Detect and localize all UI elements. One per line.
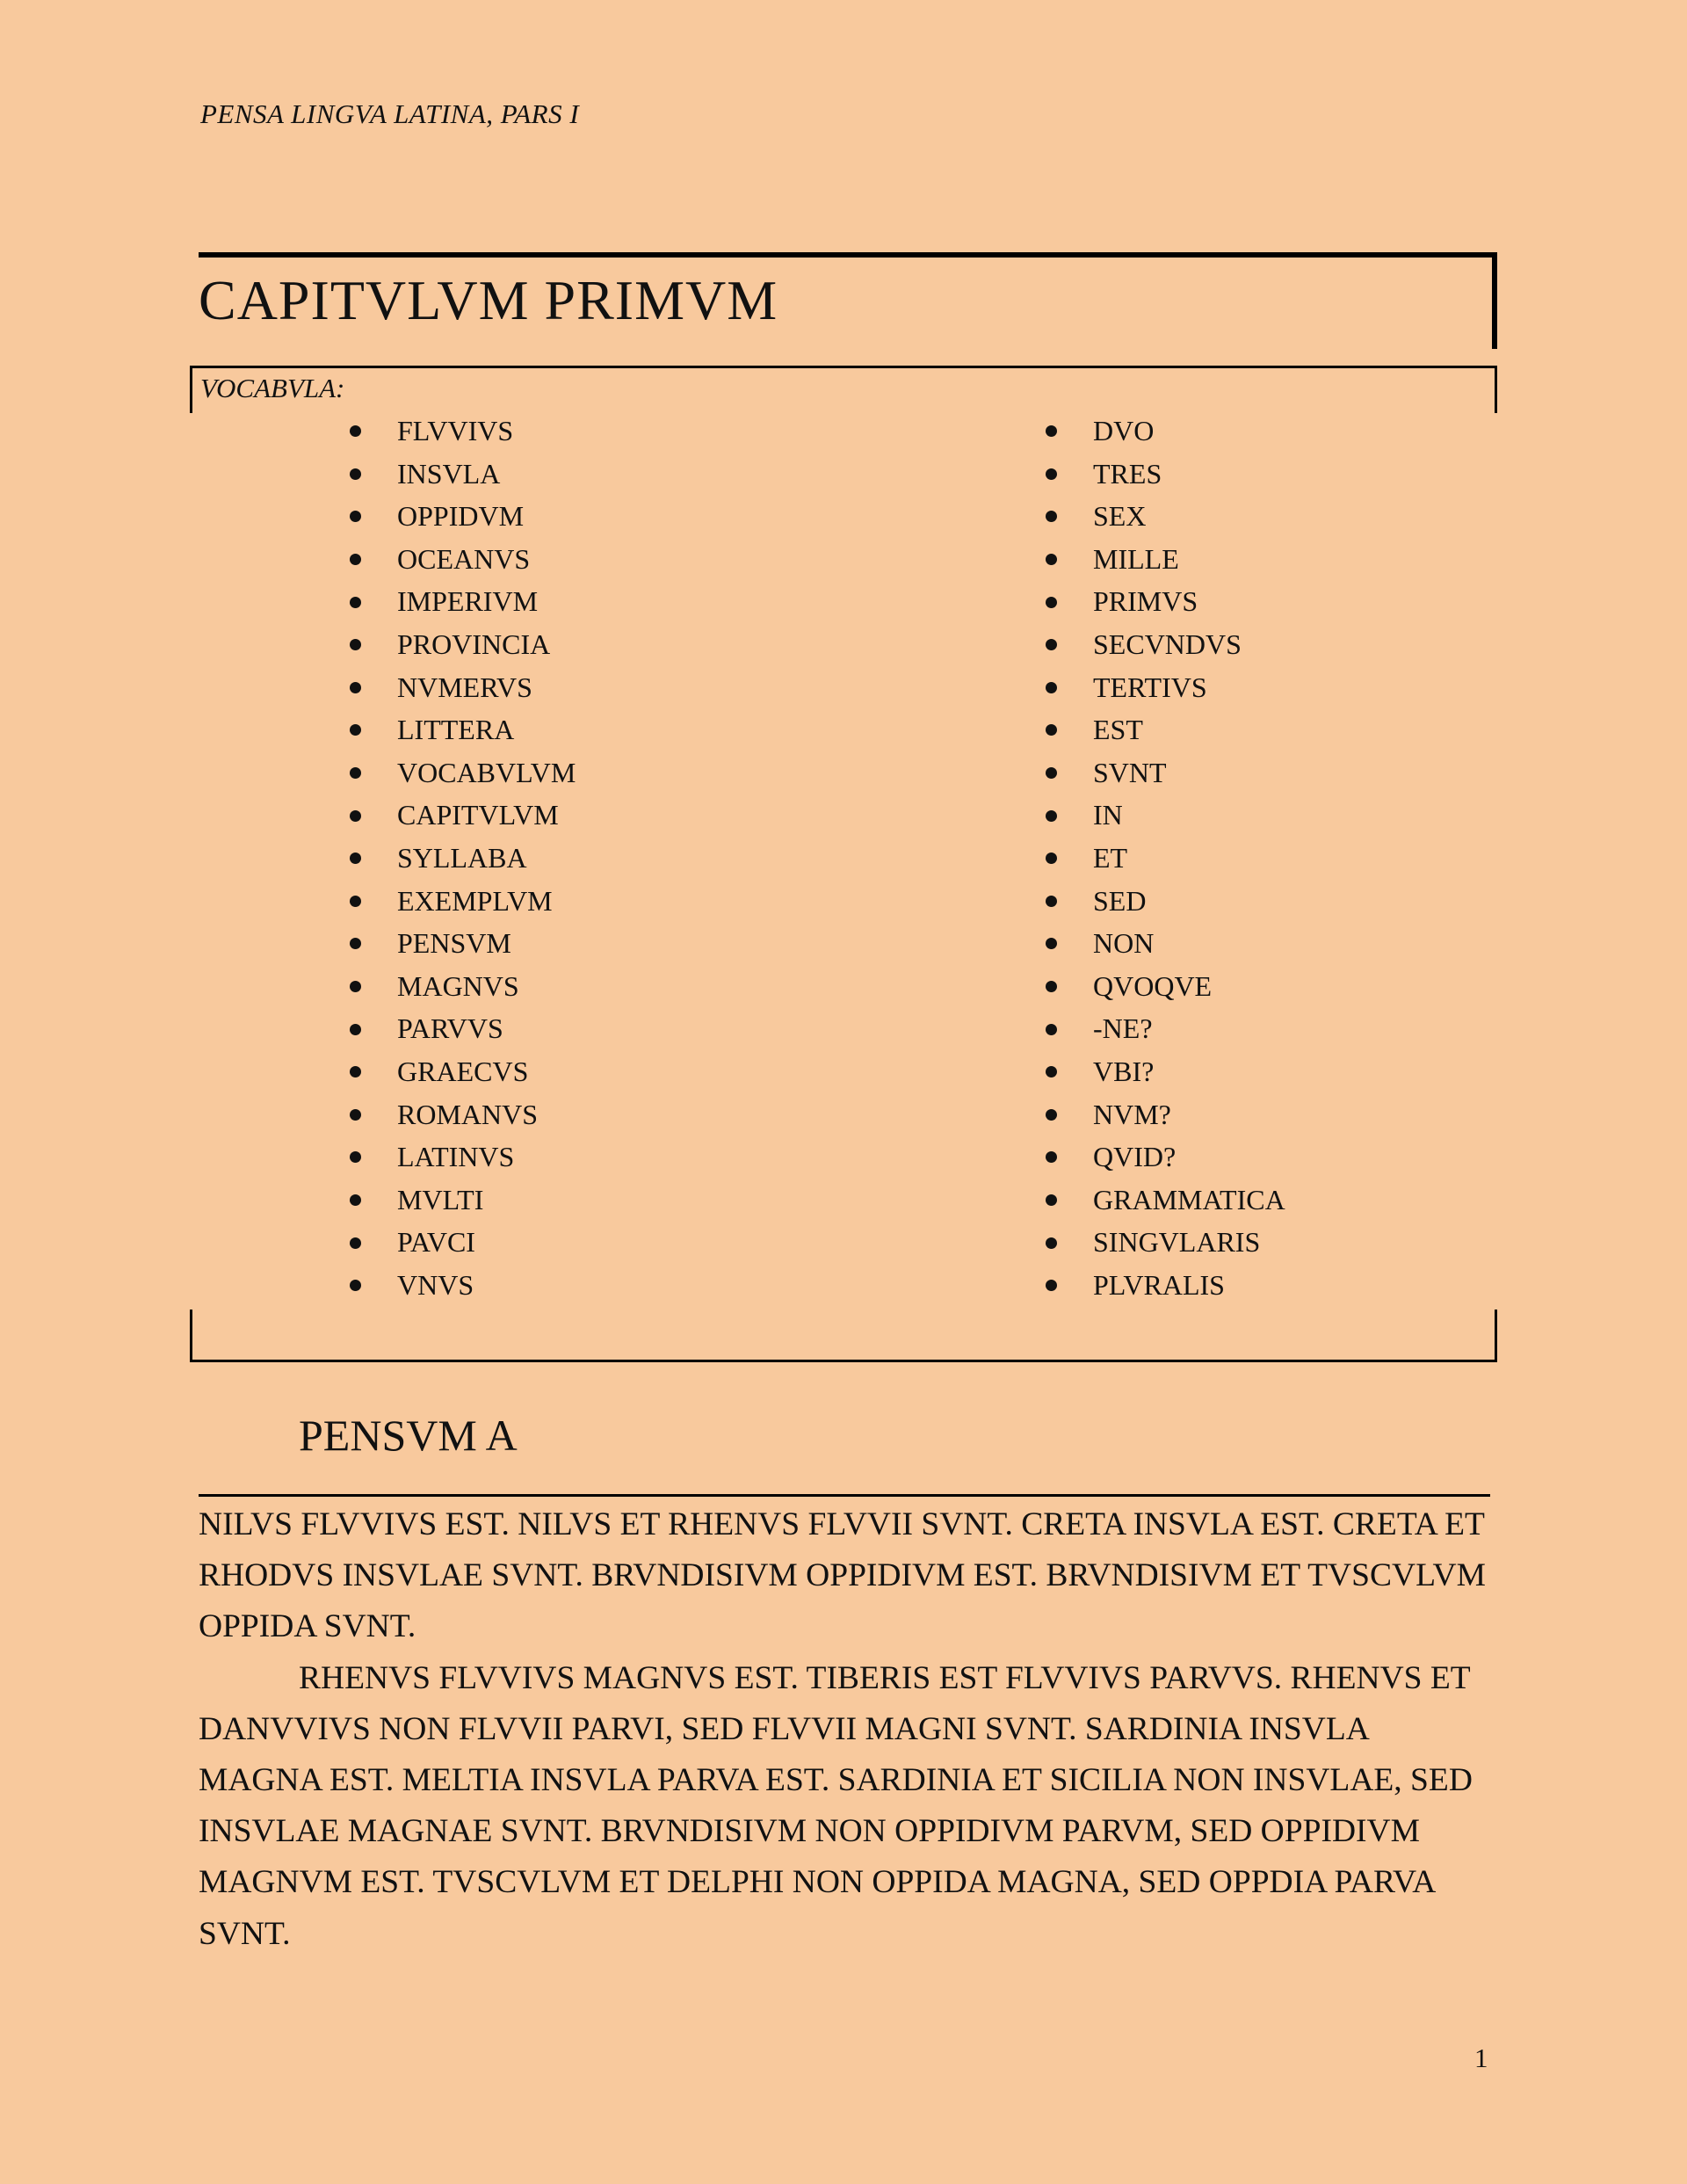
vocabulary-word: MILLE	[1093, 542, 1179, 575]
bullet-icon	[350, 1024, 361, 1035]
vocabulary-word: OCEANVS	[397, 542, 531, 575]
vocabulary-word: SINGVLARIS	[1093, 1226, 1261, 1259]
vocabulary-word: VBI?	[1093, 1055, 1155, 1087]
vocabulary-item	[1040, 410, 1285, 453]
bullet-icon	[350, 938, 361, 949]
vocabulary-item	[344, 1221, 576, 1264]
vocabulary-item	[1040, 1264, 1285, 1307]
vocabulary-word: PAVCI	[397, 1226, 475, 1259]
bullet-icon	[350, 810, 361, 822]
vocabulary-word: QVOQVE	[1093, 969, 1213, 1002]
vocabulary-word: INSVLA	[397, 457, 501, 490]
vocabulary-word: NON	[1093, 927, 1155, 960]
vocabulary-item	[1040, 1007, 1285, 1050]
vocabulary-item	[344, 965, 576, 1008]
vocabulary-word: SECVNDVS	[1093, 628, 1242, 660]
vocabulary-label: VOCABVLA:	[200, 373, 345, 403]
bullet-icon	[1046, 1194, 1057, 1206]
vocabulary-item	[1040, 794, 1285, 837]
vocabulary-item	[1040, 751, 1285, 795]
vocabulary-word: ET	[1093, 841, 1128, 874]
chapter-title-box	[199, 252, 1497, 349]
vocabulary-word: SEX	[1093, 500, 1147, 533]
vocabulary-item	[344, 922, 576, 965]
vocabulary-word: EST	[1093, 714, 1143, 746]
bullet-icon	[350, 597, 361, 608]
bullet-icon	[1046, 896, 1057, 907]
vocabulary-word: VNVS	[397, 1268, 474, 1301]
vocabulary-list-left	[344, 410, 576, 1306]
bullet-icon	[1046, 511, 1057, 522]
vocabulary-word: ROMANVS	[397, 1098, 539, 1130]
vocabulary-item	[1040, 837, 1285, 880]
vocabulary-word: SED	[1093, 884, 1147, 917]
vocabulary-item	[344, 1093, 576, 1136]
vocabulary-item	[344, 880, 576, 923]
vocabulary-word: GRAMMATICA	[1093, 1183, 1285, 1215]
bullet-icon	[350, 425, 361, 437]
bullet-icon	[1046, 554, 1057, 565]
bullet-icon	[1046, 639, 1057, 650]
vocabulary-item	[1040, 922, 1285, 965]
bullet-icon	[1046, 724, 1057, 736]
bullet-icon	[1046, 468, 1057, 480]
bullet-icon	[1046, 425, 1057, 437]
bullet-icon	[1046, 1151, 1057, 1163]
vocabulary-word: CAPITVLVM	[397, 799, 559, 831]
vocabulary-item	[344, 751, 576, 795]
vocabulary-item	[1040, 1136, 1285, 1179]
vocabulary-word: TRES	[1093, 457, 1162, 490]
bullet-icon	[1046, 1280, 1057, 1291]
vocabulary-word: LATINVS	[397, 1141, 515, 1173]
vocabulary-word: PROVINCIA	[397, 628, 551, 660]
vocabulary-item	[344, 623, 576, 666]
bullet-icon	[1046, 597, 1057, 608]
bullet-icon	[1046, 767, 1057, 779]
paragraph: NILVS FLVVIVS EST. NILVS ET RHENVS FLVVII SVNT. CRETA INSVLA EST. CRETA ET RHODVS INSVLAE SVNT. BRVNDISIVM OPPIDIVM EST. BRVNDISIVM ET TVSCVLVM OPPIDA SVNT.	[199, 1506, 1486, 1645]
bullet-icon	[1046, 1109, 1057, 1121]
bullet-icon	[350, 1194, 361, 1206]
bullet-icon	[350, 639, 361, 650]
bullet-icon	[350, 724, 361, 736]
bullet-icon	[350, 554, 361, 565]
vocabulary-item	[344, 837, 576, 880]
vocabulary-item	[344, 666, 576, 709]
vocabulary-word: PRIMVS	[1093, 585, 1198, 618]
vocabulary-word: TERTIVS	[1093, 671, 1207, 703]
vocabulary-item	[344, 708, 576, 751]
vocabulary-item	[1040, 495, 1285, 538]
vocabulary-list-right	[1040, 410, 1285, 1306]
vocabulary-item	[1040, 880, 1285, 923]
vocabulary-word: SVNT	[1093, 756, 1167, 788]
bullet-icon	[350, 1151, 361, 1163]
vocabulary-word: -NE?	[1093, 1012, 1153, 1045]
vocabulary-item	[1040, 1179, 1285, 1222]
vocabulary-item	[344, 1264, 576, 1307]
bullet-icon	[350, 682, 361, 693]
vocabulary-word: EXEMPLVM	[397, 884, 553, 917]
bullet-icon	[1046, 1024, 1057, 1035]
bullet-icon	[1046, 853, 1057, 864]
vocabulary-word: PARVVS	[397, 1012, 503, 1045]
running-header: PENSA LINGVA LATINA, PARS I	[200, 98, 580, 129]
vocabulary-item	[344, 453, 576, 496]
vocabulary-box-top	[190, 366, 1497, 413]
vocabulary-item	[344, 1179, 576, 1222]
bullet-icon	[350, 853, 361, 864]
vocabulary-item	[344, 580, 576, 623]
bullet-icon	[350, 468, 361, 480]
vocabulary-item	[344, 1050, 576, 1093]
bullet-icon	[350, 1109, 361, 1121]
bullet-icon	[1046, 682, 1057, 693]
vocabulary-word: LITTERA	[397, 714, 515, 746]
vocabulary-word: OPPIDVM	[397, 500, 525, 533]
bullet-icon	[1046, 1066, 1057, 1077]
vocabulary-word: QVID?	[1093, 1141, 1177, 1173]
vocabulary-word: MVLTI	[397, 1183, 484, 1215]
vocabulary-word: IN	[1093, 799, 1123, 831]
bullet-icon	[1046, 981, 1057, 992]
vocabulary-item	[344, 1136, 576, 1179]
chapter-title: CAPITVLVM PRIMVM	[199, 269, 778, 331]
vocabulary-word: NVM?	[1093, 1098, 1171, 1130]
vocabulary-item	[1040, 666, 1285, 709]
bullet-icon	[1046, 810, 1057, 822]
vocabulary-word: PENSVM	[397, 927, 511, 960]
vocabulary-item	[1040, 1093, 1285, 1136]
bullet-icon	[350, 981, 361, 992]
bullet-icon	[350, 511, 361, 522]
section-divider	[199, 1494, 1490, 1497]
bullet-icon	[1046, 1237, 1057, 1249]
vocabulary-word: SYLLABA	[397, 841, 527, 874]
vocabulary-item	[1040, 1050, 1285, 1093]
vocabulary-item	[1040, 965, 1285, 1008]
bullet-icon	[350, 1280, 361, 1291]
vocabulary-word: DVO	[1093, 415, 1155, 446]
vocabulary-word: FLVVIVS	[397, 415, 514, 446]
pensum-a-text	[199, 1499, 1490, 1960]
vocabulary-item	[1040, 538, 1285, 581]
page-number: 1	[1474, 2043, 1488, 2073]
vocabulary-word: GRAECVS	[397, 1055, 529, 1087]
vocabulary-item	[344, 794, 576, 837]
bullet-icon	[350, 1237, 361, 1249]
vocabulary-word: NVMERVS	[397, 671, 532, 703]
vocabulary-item	[344, 495, 576, 538]
vocabulary-word: IMPERIVM	[397, 585, 539, 618]
bullet-icon	[350, 1066, 361, 1077]
bullet-icon	[350, 896, 361, 907]
vocabulary-item	[344, 538, 576, 581]
vocabulary-item	[344, 410, 576, 453]
vocabulary-item	[1040, 453, 1285, 496]
vocabulary-word: PLVRALIS	[1093, 1268, 1225, 1301]
bullet-icon	[1046, 938, 1057, 949]
vocabulary-box-bottom	[190, 1310, 1497, 1362]
vocabulary-item	[344, 1007, 576, 1050]
vocabulary-item	[1040, 580, 1285, 623]
paragraph: RHENVS FLVVIVS MAGNVS EST. TIBERIS EST FLVVIVS PARVVS. RHENVS ET DANVVIVS NON FLVVII PARVI, SED FLVVII MAGNI SVNT. SARDINIA INSVLA MAGNA EST. MELTIA INSVLA PARVA EST. SARDINIA ET SICILIA NON INSVLAE, SED INSVLAE MAGNAE SVNT. BRVNDISIVM NON OPPIDIVM PARVM, SED OPPIDIVM MAGNVM EST. TVSCVLVM ET DELPHI NON OPPIDA MAGNA, SED OPPDIA PARVA SVNT.	[199, 1659, 1473, 1952]
bullet-icon	[350, 767, 361, 779]
vocabulary-item	[1040, 623, 1285, 666]
vocabulary-item	[1040, 708, 1285, 751]
vocabulary-item	[1040, 1221, 1285, 1264]
section-title-pensum-a: PENSVM A	[299, 1411, 518, 1460]
vocabulary-word: MAGNVS	[397, 969, 519, 1002]
vocabulary-word: VOCABVLVM	[397, 756, 576, 788]
